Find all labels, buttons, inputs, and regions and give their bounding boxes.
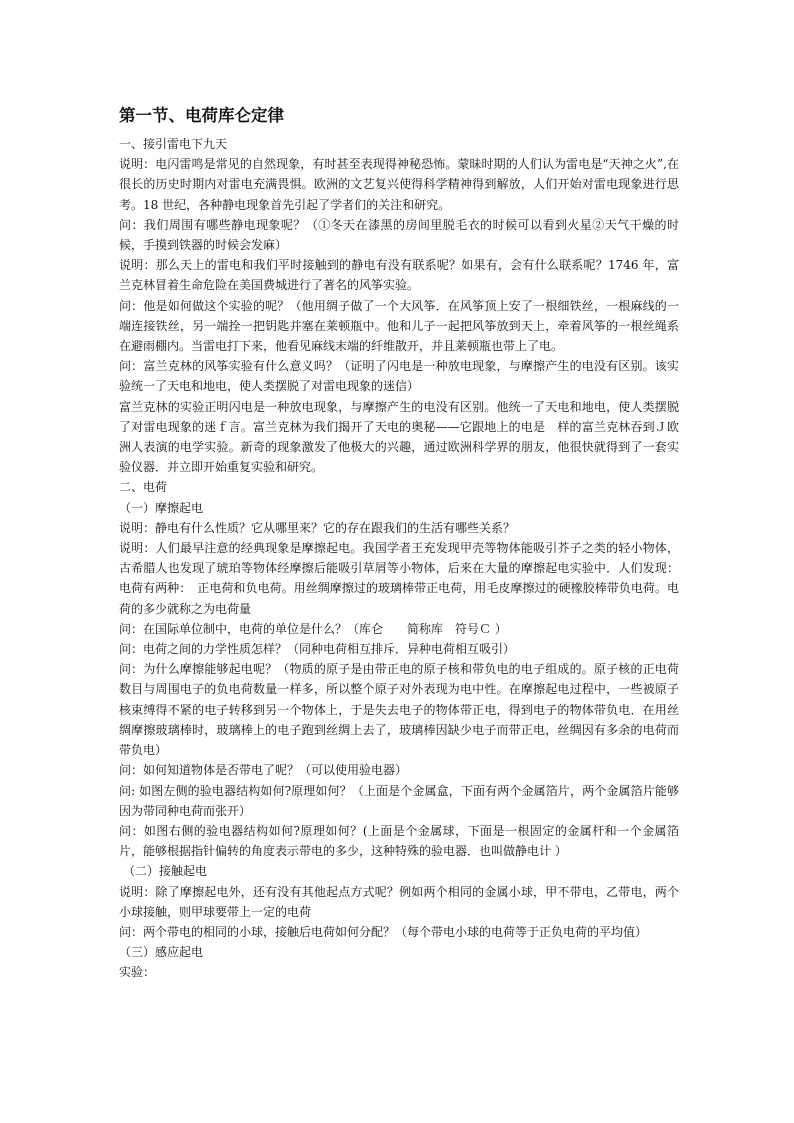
paragraph: 问：如何知道物体是否带电了呢？（可以使用验电器） <box>119 763 408 778</box>
paragraph: 问：他是如何做这个实验的呢？（他用绸子做了一个大风筝．在风筝顶上安了一根细铁丝，一根麻线的一端连接铁丝，另一端拴一把钥匙并塞在莱顿瓶中。他和儿子一起把风筝放到天上，牵着风筝的一根丝绳系在避雨棚内。当雷电打下来，他看见麻线末端的纤维散开，并且莱顿瓶也带上了电。 <box>119 298 679 354</box>
page-title: 第一节、电荷库仑定律 <box>119 106 284 125</box>
section-heading-charge: 二、电荷 <box>119 480 168 495</box>
paragraph: 富兰克林的实验正明闪电是一种放电现象，与摩擦产生的电没有区别。他统一了天电和地电，使人类摆脱了对雷电现象的迷ｆ言。富兰克林为我们揭开了天电的奥秘——它跟地上的电是 样的富兰克林吞到Ｊ欧洲人表演的电学实验。新奇的现象激发了他极大的兴趣，通过欧洲科学界的朋友，他很快就得到了一套实验仪器．并立即开始重复实验和研究。 <box>119 399 679 475</box>
paragraph: 实验： <box>119 965 156 980</box>
paragraph: 说明：那么天上的雷电和我们平时接触到的静电有没有联系呢？如果有，会有什么联系呢？1746 年，富兰克林冒着生命危险在美国费城进行了著名的风筝实验。 <box>119 258 679 293</box>
subsection-heading-friction: （一）摩擦起电 <box>119 500 204 515</box>
paragraph: 问: 如图左侧的验电器结构如何?原理如何？（上面是个金属盒，下面有两个金属箔片，两个金属箔片能够因为带同种电荷而张开） <box>119 783 679 818</box>
paragraph: 问：电荷之间的力学性质怎样？（同种电荷相互排斥．异种电荷相互吸引） <box>119 642 516 657</box>
section-heading-lightning: 一、接引雷电下九天 <box>119 137 228 151</box>
paragraph: 说明：除了摩擦起电外，还有没有其他起点方式呢？例如两个相同的金属小球，甲不带电，乙带电，两个小球接触，则甲球要带上一定的电荷 <box>119 884 679 919</box>
paragraph: 问：我们周围有哪些静电现象呢？（①冬天在漆黑的房间里脱毛衣的时候可以看到火星②天气干燥的时候，手摸到铁器的时候会发麻） <box>119 217 679 253</box>
paragraph: 说明：静电有什么性质？它从哪里来？它的存在跟我们的生活有哪些关系？ <box>119 520 516 535</box>
paragraph: 问：在国际单位制中，电荷的单位是什么？（库仑 简称库 符号Ｃ ） <box>119 621 507 636</box>
subsection-heading-contact: （二）接触起电 <box>123 864 208 879</box>
paragraph: 问：两个带电的相同的小球，接触后电荷如何分配？（每个带电小球的电荷等于正负电荷的平均值） <box>119 924 648 939</box>
subsection-heading-induction: （三）感应起电 <box>119 945 204 960</box>
paragraph: 说明：人们最早注意的经典现象是摩擦起电。我国学者王充发现甲壳等物体能吸引芥子之类的轻小物体，古希腊人也发现了琥珀等物体经摩擦后能吸引草屑等小物体，后来在大量的摩擦起电实验中．人们发现：电荷有两种： 正电荷和负电荷。用丝绸摩擦过的玻璃棒带正电荷，用毛皮摩擦过的硬橡胶棒带负电荷。电荷的多少就称之为电荷量 <box>119 541 679 616</box>
paragraph: 问：为什么摩擦能够起电呢？（物质的原子是由带正电的原子核和带负电的电子组成的。原子核的正电荷数目与周围电子的负电荷数量一样多，所以整个原子对外表现为电中性。在摩擦起电过程中，一些被原子核束缚得不紧的电子转移到另一个物体上，于是失去电子的物体带正电，得到电子的物体带负电．在用丝绸摩擦玻璃棒时，玻璃棒上的电子跑到丝绸上去了，玻璃棒因缺少电子而带正电，丝绸因有多余的电荷而带负电） <box>119 662 679 758</box>
paragraph: 说明：电闪雷鸣是常见的自然现象，有时甚至表现得神秘恐怖。蒙昧时期的人们认为雷电是“天神之火”,在很长的历史时期内对雷电充满畏惧。欧洲的文艺复兴使得科学精神得到解放，人们开始对雷电现象进行思考。18 世纪，各种静电现象首先引起了学者们的关注和研究。 <box>119 157 679 212</box>
document-page <box>119 104 679 983</box>
paragraph: 问：富兰克林的风筝实验有什么意义吗？（证明了闪电是一种放电现象，与摩擦产生的电没有区别。该实验统一了天电和地电，使人类摆脱了对雷电现象的迷信） <box>119 359 679 394</box>
paragraph: 问：如图右侧的验电器结构如何?原理如何？(上面是个金属球，下面是一根固定的金属杆和一个金属箔片，能够根据指针偏转的角度表示带电的多少，这种特殊的验电器．也叫做静电计 ） <box>119 823 679 859</box>
